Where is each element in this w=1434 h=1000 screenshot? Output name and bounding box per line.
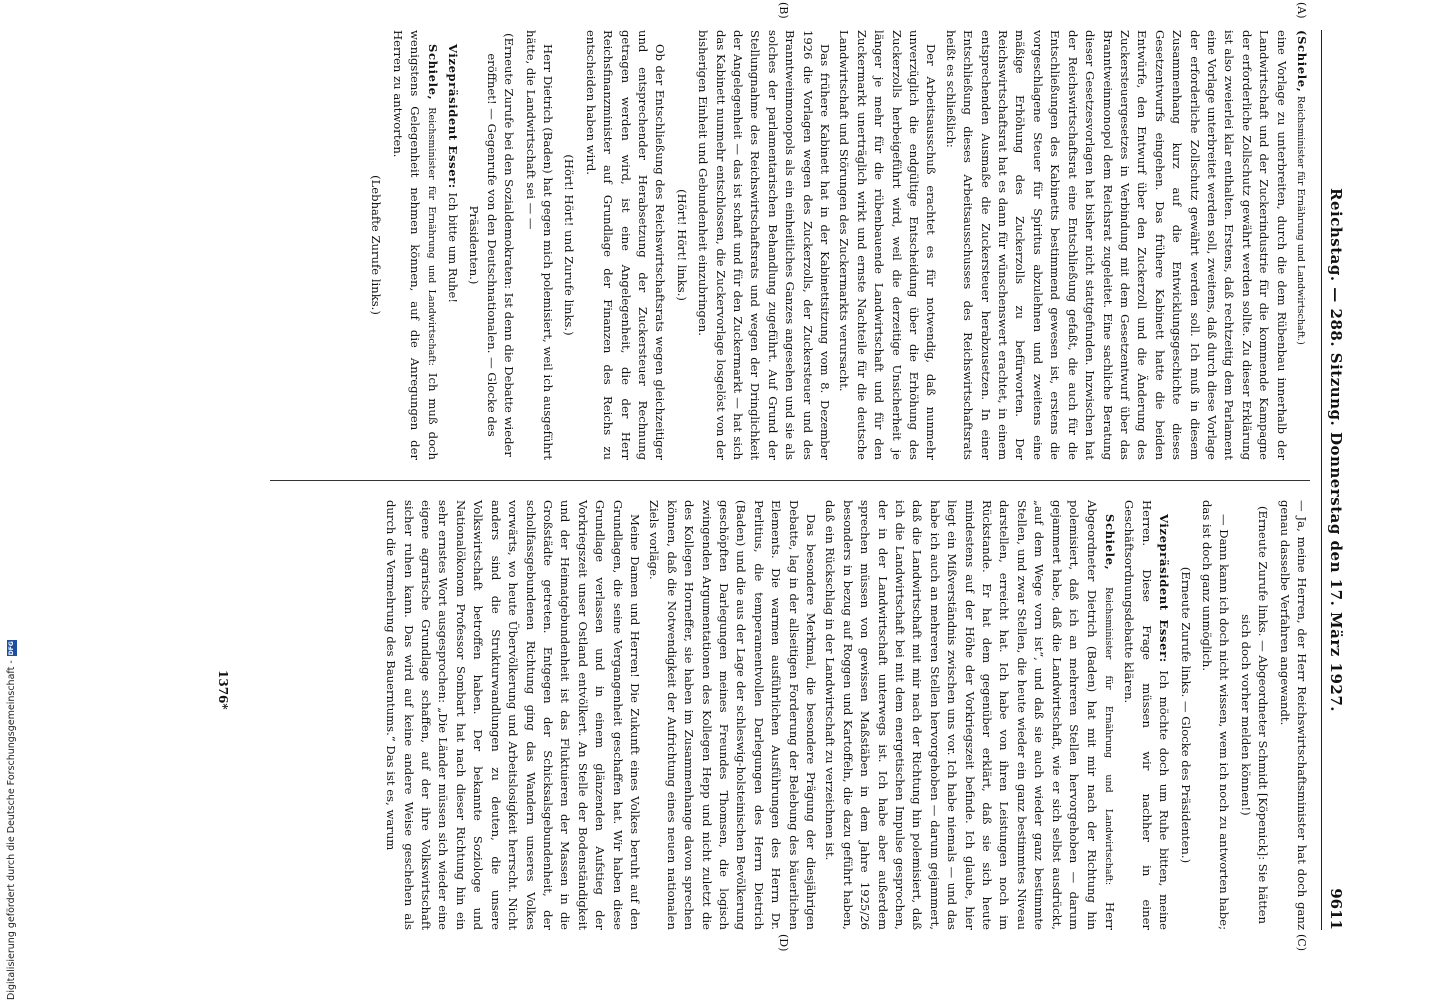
interjection: (Lebhafte Zurufe links.)	[369, 175, 384, 315]
paragraph: Ob der Entschließung des Reichswirtschaftsrats wegen gleichzeitiger und entsprechender Herabsetzung der Zuckersteuer Rechnung getragen werden wird, ist eine Angelegenheit, die der Herr Reichsfinanzminister auf Grundlage der Finanzen des Reichs zu entscheiden haben wird.	[583, 30, 668, 460]
digitization-credit	[6, 640, 17, 1000]
header-title: Reichstag. — 288. Sitzung. Donnerstag den 17. März 1927.	[1327, 188, 1345, 712]
speaker-role: Reichsminister für Ernährung und Landwirtschaft:	[1102, 587, 1114, 886]
credit-text: Digitalisierung gefördert durch die Deutsche Forschungsgemeinschaft -	[6, 660, 17, 1000]
paragraph: Das frühere Kabinett hat in der Kabinettsitzung vom 8. Dezember 1926 die Vorlagen wegen des Zuckerzolls, der Zuckersteuer und des Branntweinmonopols als ein einheitliches Ganzes angesehen und sie als solches der parlamentarischen Behandlung zugeführt. Auf Grund der Stellungnahme des Reichswirtschaftsrats und wegen der Dringlichkeit der Angelegenheit — das ist schaft und für den Zuckermarkt — hat sich das Kabinett nunmehr entschlossen, die Zuckervorlage losgelöst von der bisherigen Einheit und Gebundenheit einzubringen.	[696, 30, 833, 460]
speaker-name: (Schiele,	[1295, 30, 1309, 93]
margin-marker-b: (B)	[777, 2, 790, 19]
vice-president-name: Vizepräsident Esser:	[445, 44, 460, 189]
sheet-number: 1376*	[216, 670, 230, 710]
dfg-logo: DFG	[7, 641, 15, 656]
page-number: 9611	[1327, 888, 1345, 930]
interjection: (Erneute Zurufe links. — Abgeordneter Schmidt [Köpenick]: Sie hätten sich doch vorher melden können!)	[1238, 505, 1271, 925]
vice-president-name: Vizepräsident Esser:	[1157, 514, 1172, 663]
interjection: (Hört! Hört! links.)	[674, 189, 689, 301]
speech-text: Ich muß doch wenigstens Gelegenheit nehmen können, auf die Anregungen der Herren zu antworten.	[390, 30, 441, 461]
speaker-name: Schiele,	[1102, 514, 1117, 571]
speaker-continuation	[1292, 30, 1310, 460]
paragraph: — Dann kann ich doch nicht wissen, wem ich noch zu antworten habe; das ist doch ganz unmöglich.	[1199, 500, 1232, 930]
interjection: (Hört! Hört! und Zurufe links.)	[562, 154, 577, 336]
margin-marker-c: (C)	[1295, 934, 1308, 951]
paragraph: Herr Dietrich (Baden) hat gegen mich polemisiert, weil ich ausgeführt hätte, die Landwirtschaft sei — —	[523, 30, 555, 460]
column-divider	[270, 480, 1310, 481]
quotation-paragraph: Der Arbeitsausschuß erachtet es für notwendig, daß nunmehr unverzüglich die endgültige Entscheidung über die Erhöhung des Zuckerzolls herbeigeführt wird, weil die derzeitige Unsicherheit je länger je mehr für die rübenbauende Landwirtschaft und für den Zuckermarkt unerträglich wirkt und ernste Nachteile für die deutsche Landwirtschaft und Störungen des Zuckermarkts verursacht.	[837, 30, 939, 460]
margin-marker-d: (D)	[777, 934, 790, 952]
paragraph: Das besondere Merkmal, die besondere Prägung der diesjährigen Debatte, lag in der allseitigen Forderung der Belebung des bäuerlichen Elements. Die warmen ausführlichen Ausführungen des Herrn Dr. Perlitius, die temperamentvollen Darlegungen des Herrn Dietrich (Baden) und die aus der Lage der schleswig-holsteinischen Bevölkerung geschöpften Darlegungen meines Freundes Thomsen, die logisch zwingenden Argumentationen des Kollegen Hepp und nicht zuletzt die des Kollegen Horneffer, sie haben im Zusammenhange davon sprechen können, daß die Notwendigkeit der Aufrichtung eines neuen nationalen Ziels vorläge.	[647, 500, 819, 930]
paragraph: — Ja, meine Herren, der Herr Reichswirtschaftsminister hat doch ganz genau dasselbe Verfahren angewandt.	[1277, 500, 1309, 930]
vice-president-text: Ich möchte doch um Ruhe bitten, meine Herren. Diese Frage müssen wir nachher in einer Geschäftsordnungsdebatte klären.	[1122, 500, 1172, 930]
paragraph: Meine Damen und Herren! Die Zukunft eines Volkes beruht auf den Grundlagen, die seine Vergangenheit geschaffen hat. Wir haben diese Grundlage verlassen und in einem glänzenden Aufstieg der Vorkriegszeit unser Ostland entvölkert. An Stelle der Bodenständigkeit und der Heimatgebundenheit ist das Fluktuieren der Massen in die Großstädte getreten. Entgegen der Schicksalsgebundenheit, der schollfassgebundenen Richtung ging das Wandern unseres Volkes vorwärts, wo heute Übervölkerung und Arbeitslosigkeit herrscht. Nicht anders sind die Strukturwandlungen zu deuten, die unsere Volkswirtschaft betroffen haben. Der bekannte Soziologe und Nationalökonom Professor Sombart hat nach dieser Richtung hin ein sehr ernstes Wort ausgesprochen: „Die Länder müssen sich wieder eine eigene agrarische Grundlage schaffen, auf der ihre Volkswirtschaft sicher ruhen kann. Das wird auf keine andere Weise geschehen als durch die Vermehrung des Bauerntums.“ Das ist es, warum	[384, 500, 642, 930]
interjection: (Erneute Zurufe bei den Sozialdemokraten: Ist denn die Debatte wieder eröffnet! — Gegenrufe von den Deutschnationalen. — Glocke des Präsidenten.)	[467, 33, 517, 457]
margin-marker-a: (A)	[1295, 2, 1308, 19]
right-column	[380, 500, 1310, 930]
speaker-role: Reichsminister für Ernährung und Landwirtschaft:	[426, 107, 438, 366]
speaker-role: Reichsminister für Ernährung und Landwirtschaft.)	[1295, 96, 1306, 345]
page-header	[1321, 30, 1350, 930]
interjection: (Erneute Zurufe links. — Glocke des Präsidenten.)	[1178, 566, 1193, 864]
speaker-name: Schiele,	[426, 44, 441, 101]
paragraph: eine Vorlage zu unterbreiten, durch die dem Rübenbau innerhalb der Landwirtschaft und der Zuckerindustrie für die kommende Kampagne der erforderliche Zollschutz gewährt werden sollte. Zu dieser Erklärung ist also zweierlei klar enthalten. Erstens, daß rechtzeitig dem Parlament eine Vorlage unterbreitet werden soll, zweitens, daß durch diese Vorlage der erforderliche Zollschutz gewährt werden soll. Ich muß in diesem Zusammenhang kurz auf die Entwicklungsgeschichte dieses Gesetzentwurfs eingehen. Das frühere Kabinett hatte die beiden Entwürfe, den Entwurf über den Zuckerzoll und die Änderung des Zuckersteuergesetzes in Verbindung mit dem Gesetzentwurf über das Branntweinmonopol dem Reichsrat zugeleitet. Eine sachliche Beratung dieser Gesetzesvorlagen hat bisher nicht stattgefunden. Inzwischen hat der Reichswirtschaftsrat eine Entschließung gefaßt, die auch für die Entschließungen des Kabinetts bestimmend gewesen ist, erstens die vorgeschlagene Steuer für Spiritus abzulehnen und zweitens eine mäßige Erhöhung des Zuckerzolls zu befürworten. Der Reichswirtschaftsrat hat es dann für wünschenswert erachtet, in einem entsprechenden Ausmaße die Zuckersteuer herabzusetzen. In einer Entschließung dieses Arbeitsausschusses des Reichswirtschaftsrats heißt es schließlich:	[943, 30, 1289, 460]
left-column	[363, 30, 1310, 460]
vice-president-text: Ich bitte um Ruhe!	[445, 192, 460, 304]
document-page	[90, 2, 1350, 952]
speech-text: Herr Abgeordneter Dietrich (Baden) hat mit mir nach der Richtung hin polemisiert, daß ich an mehreren Stellen hervorgehoben — darum gejammert habe, daß die Landwirtschaft, wie er sich selbst ausdrückt, „auf dem Wege vorn ist“, und daß sie auch wieder ganz bestimmte Stellen, und zwar Stellen, die heute wieder ein ganz bestimmtes Niveau darstellen, erreicht hat. Ich habe von ihren Leistungen noch im Rückstande. Er hat dem gegenüber erklärt, daß sie sich heute mindestens auf der Höhe der Vorkriegszeit befinde. Ich glaube, hier liegt ein Mißverständnis zwischen uns vor. Ich habe niemals — und das habe ich auch an mehreren Stellen hervorgehoben — darum gejammert, daß die Landwirtschaft mit mir nach der Richtung hin polemisiert, daß ich die Landwirtschaft bei mit dem energetischen Impulse gesprochen, der in der Landwirtschaft unterwegs ist. Ich habe aber außerdem sprechen müssen von gewissen Maßstäben in dem Jahre 1925/26 besonders in bezug auf Roggen und Kartoffeln, die dazu geführt haben, daß ein Rückschlag in der Landwirtschaft zu verzeichnen ist.	[823, 500, 1117, 931]
